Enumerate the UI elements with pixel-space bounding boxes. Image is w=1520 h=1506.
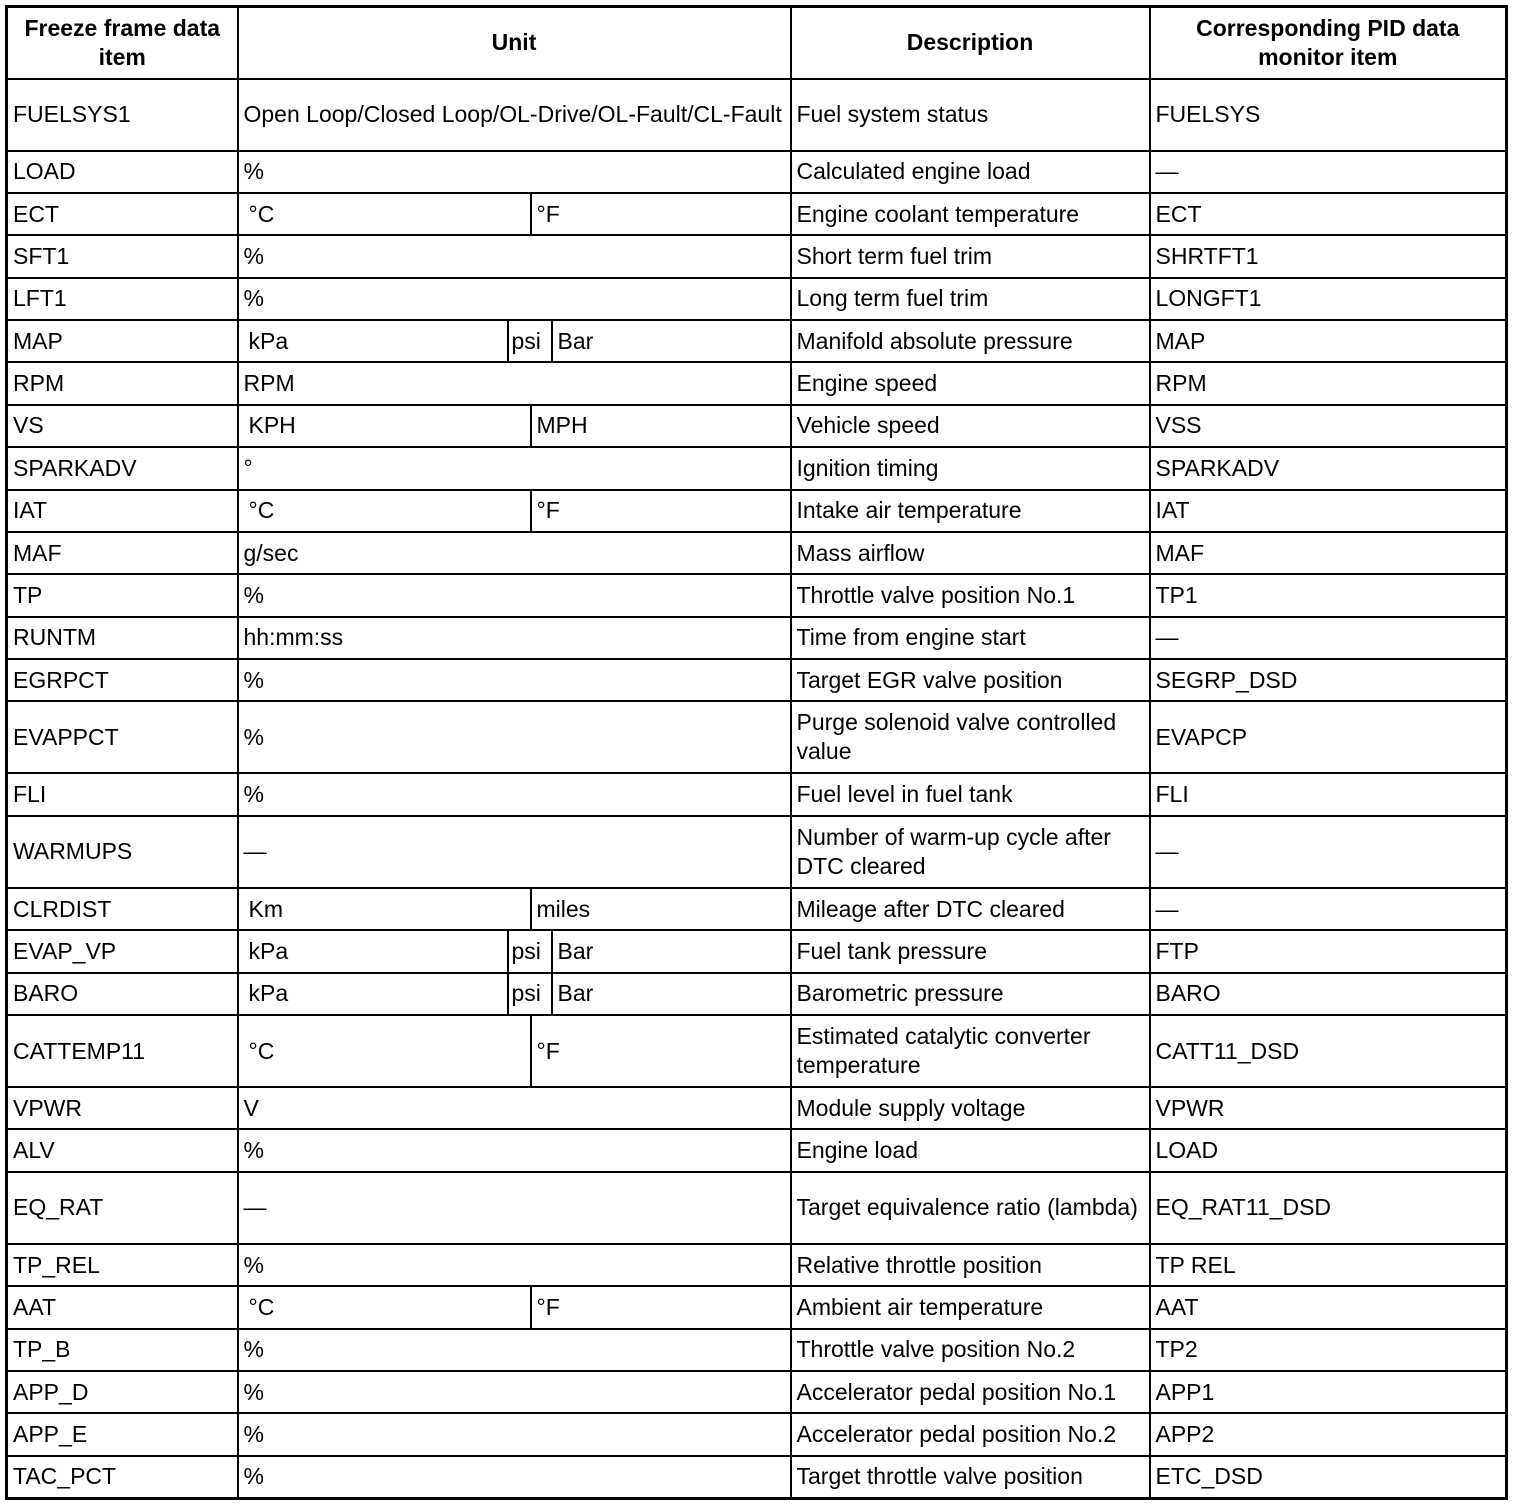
description-cell: Throttle valve position No.1 [791, 574, 1150, 616]
unit-value: kPa [248, 937, 289, 964]
unit-cell [238, 151, 791, 193]
unit-cell [238, 1413, 791, 1455]
unit-cell [238, 362, 791, 404]
freeze-item-cell: VS [7, 405, 238, 447]
unit-value: % [243, 1378, 264, 1405]
header-description: Description [791, 7, 1150, 79]
pid-cell: — [1150, 151, 1507, 193]
freeze-item-cell: EVAPPCT [7, 701, 238, 773]
pid-cell: SEGRP_DSD [1150, 659, 1507, 701]
freeze-item-cell: SPARKADV [7, 447, 238, 489]
freeze-item-cell: WARMUPS [7, 816, 238, 888]
unit-value: — [243, 1194, 267, 1221]
freeze-item-cell: MAP [7, 320, 238, 362]
table-body [7, 79, 1507, 1499]
unit-value: °C [248, 1293, 275, 1320]
unit-cell [238, 79, 791, 151]
freeze-item-cell: CLRDIST [7, 888, 238, 930]
pid-cell: FTP [1150, 930, 1507, 972]
description-cell: Accelerator pedal position No.1 [791, 1371, 1150, 1413]
pid-cell: IAT [1150, 490, 1507, 532]
freeze-item-cell: LFT1 [7, 278, 238, 320]
unit-value: psi [507, 321, 551, 361]
unit-cell [238, 1015, 791, 1087]
unit-value: °C [248, 200, 275, 227]
unit-value: % [243, 243, 264, 270]
unit-split [244, 194, 785, 234]
pid-cell: APP1 [1150, 1371, 1507, 1413]
header-unit: Unit [238, 7, 791, 79]
unit-value: % [243, 666, 264, 693]
unit-cell [238, 1244, 791, 1286]
freeze-item-cell: EQ_RAT [7, 1172, 238, 1244]
pid-cell: — [1150, 816, 1507, 888]
unit-cell [238, 773, 791, 815]
table-row [7, 1456, 1507, 1499]
unit-value: °F [530, 194, 785, 234]
unit-value: Km [248, 895, 283, 922]
unit-split [244, 491, 785, 531]
pid-cell: FLI [1150, 773, 1507, 815]
table-row [7, 1015, 1507, 1087]
unit-value: psi [507, 974, 551, 1014]
table-row [7, 490, 1507, 532]
pid-cell: TP1 [1150, 574, 1507, 616]
unit-value: % [243, 285, 264, 312]
table-row [7, 930, 1507, 972]
unit-split [244, 406, 785, 446]
freeze-item-cell: TP [7, 574, 238, 616]
unit-cell [238, 930, 791, 972]
unit-value: g/sec [243, 539, 299, 566]
description-cell: Relative throttle position [791, 1244, 1150, 1286]
unit-value: ° [243, 454, 253, 481]
pid-cell: ECT [1150, 193, 1507, 235]
unit-cell [238, 1172, 791, 1244]
freeze-item-cell: RUNTM [7, 617, 238, 659]
unit-cell [238, 617, 791, 659]
pid-cell: SHRTFT1 [1150, 235, 1507, 277]
freeze-item-cell: AAT [7, 1286, 238, 1328]
unit-value: °F [530, 491, 785, 531]
unit-cell [238, 278, 791, 320]
unit-value: kPa [248, 327, 289, 354]
unit-cell [238, 235, 791, 277]
unit-value: Bar [551, 931, 785, 971]
freeze-item-cell: SFT1 [7, 235, 238, 277]
unit-cell [238, 532, 791, 574]
description-cell: Fuel system status [791, 79, 1150, 151]
table-row [7, 447, 1507, 489]
pid-cell: MAP [1150, 320, 1507, 362]
unit-cell [238, 490, 791, 532]
unit-split [244, 974, 785, 1014]
description-cell: Vehicle speed [791, 405, 1150, 447]
description-cell: Engine coolant temperature [791, 193, 1150, 235]
freeze-item-cell: BARO [7, 973, 238, 1015]
freeze-item-cell: TP_REL [7, 1244, 238, 1286]
description-cell: Time from engine start [791, 617, 1150, 659]
description-cell: Engine load [791, 1129, 1150, 1171]
pid-cell: CATT11_DSD [1150, 1015, 1507, 1087]
table-row [7, 1413, 1507, 1455]
pid-cell: — [1150, 617, 1507, 659]
freeze-item-cell: EGRPCT [7, 659, 238, 701]
table-row [7, 617, 1507, 659]
description-cell: Number of warm-up cycle after DTC cleared [791, 816, 1150, 888]
table-row [7, 701, 1507, 773]
unit-value: % [243, 158, 264, 185]
pid-cell: — [1150, 888, 1507, 930]
unit-cell [238, 1286, 791, 1328]
unit-cell [238, 193, 791, 235]
table-row [7, 659, 1507, 701]
freeze-item-cell: APP_E [7, 1413, 238, 1455]
table-row [7, 362, 1507, 404]
unit-value: miles [530, 889, 785, 929]
pid-cell: MAF [1150, 532, 1507, 574]
table-row [7, 1244, 1507, 1286]
unit-value: KPH [248, 412, 296, 439]
description-cell: Purge solenoid valve controlled value [791, 701, 1150, 773]
description-cell: Module supply voltage [791, 1087, 1150, 1129]
unit-value: °F [530, 1016, 785, 1086]
unit-value: — [243, 838, 267, 865]
header-item: Freeze frame data item [7, 7, 238, 79]
description-cell: Ambient air temperature [791, 1286, 1150, 1328]
table-row [7, 1129, 1507, 1171]
description-cell: Estimated catalytic converter temperature [791, 1015, 1150, 1087]
unit-value: % [243, 1336, 264, 1363]
header-pid: Corresponding PID data monitor item [1150, 7, 1507, 79]
unit-value: V [243, 1094, 259, 1121]
freeze-frame-table [5, 5, 1508, 1500]
unit-value: % [243, 1463, 264, 1490]
unit-split [244, 1016, 785, 1086]
unit-value: Open Loop/Closed Loop/OL-Drive/OL-Fault/CL-Fault [243, 101, 782, 128]
unit-cell [238, 1329, 791, 1371]
unit-value: % [243, 1251, 264, 1278]
freeze-item-cell: TAC_PCT [7, 1456, 238, 1499]
unit-cell [238, 1087, 791, 1129]
unit-value: kPa [248, 980, 289, 1007]
table-row [7, 532, 1507, 574]
unit-cell [238, 1371, 791, 1413]
description-cell: Accelerator pedal position No.2 [791, 1413, 1150, 1455]
description-cell: Fuel level in fuel tank [791, 773, 1150, 815]
freeze-item-cell: ECT [7, 193, 238, 235]
pid-cell: EVAPCP [1150, 701, 1507, 773]
pid-cell: SPARKADV [1150, 447, 1507, 489]
unit-value: hh:mm:ss [243, 624, 344, 651]
table-row [7, 79, 1507, 151]
unit-cell [238, 405, 791, 447]
pid-cell: VPWR [1150, 1087, 1507, 1129]
unit-value: Bar [551, 321, 785, 361]
unit-cell [238, 320, 791, 362]
unit-cell [238, 973, 791, 1015]
freeze-item-cell: IAT [7, 490, 238, 532]
table-row [7, 278, 1507, 320]
unit-value: % [243, 781, 264, 808]
unit-value: Bar [551, 974, 785, 1014]
table-row [7, 151, 1507, 193]
unit-split [244, 1287, 785, 1327]
table-row [7, 574, 1507, 616]
freeze-item-cell: VPWR [7, 1087, 238, 1129]
freeze-item-cell: LOAD [7, 151, 238, 193]
unit-cell [238, 447, 791, 489]
description-cell: Target EGR valve position [791, 659, 1150, 701]
pid-cell: AAT [1150, 1286, 1507, 1328]
unit-value: % [243, 581, 264, 608]
description-cell: Engine speed [791, 362, 1150, 404]
pid-cell: VSS [1150, 405, 1507, 447]
freeze-item-cell: FUELSYS1 [7, 79, 238, 151]
freeze-item-cell: APP_D [7, 1371, 238, 1413]
unit-cell [238, 574, 791, 616]
freeze-item-cell: TP_B [7, 1329, 238, 1371]
table-row [7, 773, 1507, 815]
description-cell: Mileage after DTC cleared [791, 888, 1150, 930]
pid-cell: TP REL [1150, 1244, 1507, 1286]
pid-cell: TP2 [1150, 1329, 1507, 1371]
description-cell: Mass airflow [791, 532, 1150, 574]
description-cell: Short term fuel trim [791, 235, 1150, 277]
description-cell: Long term fuel trim [791, 278, 1150, 320]
pid-cell: ETC_DSD [1150, 1456, 1507, 1499]
unit-value: % [243, 1137, 264, 1164]
table-row [7, 1286, 1507, 1328]
pid-cell: BARO [1150, 973, 1507, 1015]
table-row [7, 1329, 1507, 1371]
table-row [7, 888, 1507, 930]
table-row [7, 816, 1507, 888]
description-cell: Calculated engine load [791, 151, 1150, 193]
freeze-item-cell: FLI [7, 773, 238, 815]
unit-cell [238, 659, 791, 701]
freeze-item-cell: ALV [7, 1129, 238, 1171]
table-row [7, 1371, 1507, 1413]
unit-cell [238, 1129, 791, 1171]
pid-cell: EQ_RAT11_DSD [1150, 1172, 1507, 1244]
freeze-item-cell: CATTEMP11 [7, 1015, 238, 1087]
unit-value: % [243, 723, 264, 750]
unit-cell [238, 888, 791, 930]
table-row [7, 1087, 1507, 1129]
description-cell: Fuel tank pressure [791, 930, 1150, 972]
table-row [7, 193, 1507, 235]
table-row [7, 320, 1507, 362]
unit-value: MPH [530, 406, 785, 446]
unit-cell [238, 1456, 791, 1499]
description-cell: Throttle valve position No.2 [791, 1329, 1150, 1371]
description-cell: Barometric pressure [791, 973, 1150, 1015]
freeze-item-cell: MAF [7, 532, 238, 574]
unit-value: % [243, 1421, 264, 1448]
table-row [7, 973, 1507, 1015]
description-cell: Target throttle valve position [791, 1456, 1150, 1499]
description-cell: Intake air temperature [791, 490, 1150, 532]
unit-cell [238, 701, 791, 773]
description-cell: Ignition timing [791, 447, 1150, 489]
pid-cell: RPM [1150, 362, 1507, 404]
pid-cell: LONGFT1 [1150, 278, 1507, 320]
table-row [7, 405, 1507, 447]
description-cell: Target equivalence ratio (lambda) [791, 1172, 1150, 1244]
unit-split [244, 889, 785, 929]
unit-value: °F [530, 1287, 785, 1327]
unit-split [244, 321, 785, 361]
table-row [7, 1172, 1507, 1244]
freeze-item-cell: RPM [7, 362, 238, 404]
unit-value: RPM [243, 370, 295, 397]
unit-value: °C [248, 497, 275, 524]
unit-value: °C [248, 1037, 275, 1064]
pid-cell: FUELSYS [1150, 79, 1507, 151]
pid-cell: LOAD [1150, 1129, 1507, 1171]
description-cell: Manifold absolute pressure [791, 320, 1150, 362]
header-row [7, 7, 1507, 79]
unit-split [244, 931, 785, 971]
unit-cell [238, 816, 791, 888]
pid-cell: APP2 [1150, 1413, 1507, 1455]
table-row [7, 235, 1507, 277]
freeze-item-cell: EVAP_VP [7, 930, 238, 972]
unit-value: psi [507, 931, 551, 971]
